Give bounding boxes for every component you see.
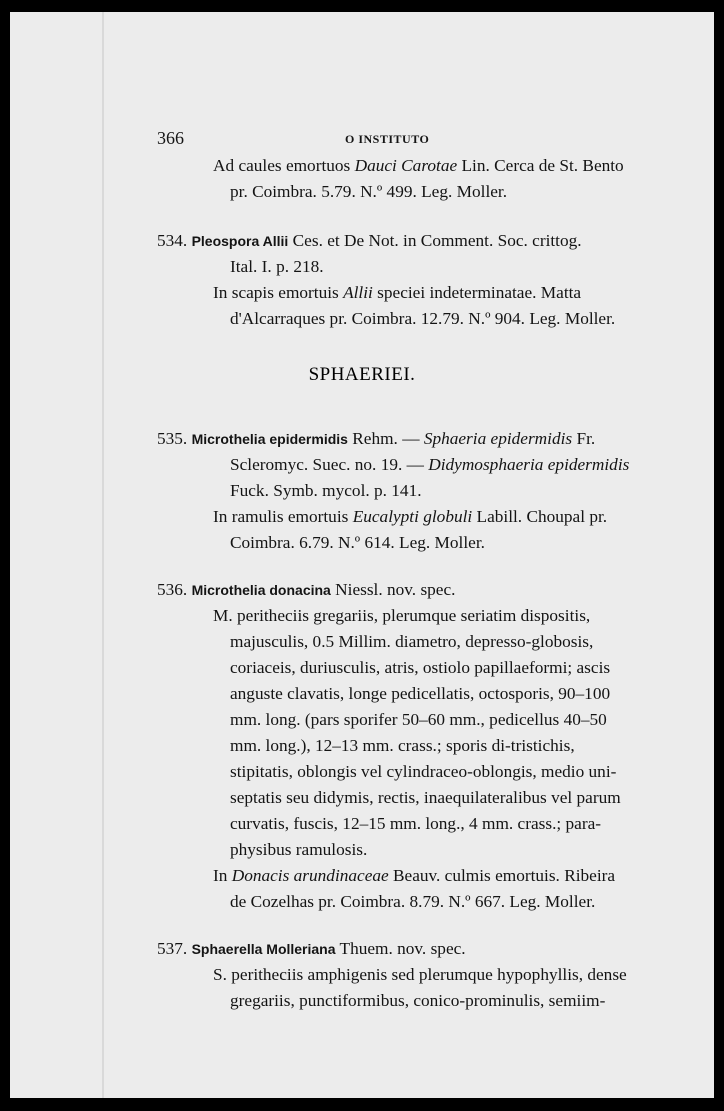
text-line: Ad caules emortuos Dauci Carotae Lin. Cerca de St. Bento bbox=[213, 156, 624, 175]
text-line: Fuck. Symb. mycol. p. 141. bbox=[230, 481, 422, 500]
text-line: coriaceis, duriusculis, atris, ostiolo papillaeformi; ascis bbox=[230, 658, 611, 677]
text-line: mm. long.), 12–13 mm. crass.; sporis di-tristichis, bbox=[230, 736, 575, 755]
page-number: 366 bbox=[157, 128, 184, 148]
text-line: In scapis emortuis Allii speciei indeterminatae. Matta bbox=[213, 283, 582, 302]
text-line: anguste clavatis, longe pedicellatis, octosporis, 90–100 bbox=[230, 684, 611, 703]
page-fold-shadow bbox=[102, 12, 104, 1098]
text-line: S. peritheciis amphigenis sed plerumque hypophyllis, dense bbox=[213, 965, 627, 984]
text-line: In ramulis emortuis Eucalypti globuli Labill. Choupal pr. bbox=[213, 507, 608, 526]
section-title: SPHAERIEI. bbox=[308, 364, 416, 385]
text-line: Coimbra. 6.79. N.º 614. Leg. Moller. bbox=[230, 533, 485, 552]
text-line: M. peritheciis gregariis, plerumque seriatim dispositis, bbox=[213, 606, 591, 625]
species-name: Pleospora Allii bbox=[191, 233, 289, 249]
entry-534: 534. Pleospora Allii Ces. et De Not. in Comment. Soc. crittog. bbox=[157, 231, 582, 250]
text-line: In Donacis arundinaceae Beauv. culmis emortuis. Ribeira bbox=[213, 866, 616, 885]
text-line: Scleromyc. Suec. no. 19. — Didymosphaeria epidermidis bbox=[230, 455, 630, 474]
text-line: gregariis, punctiformibus, conico-prominulis, semiim- bbox=[230, 991, 606, 1010]
text-line: d'Alcarraques pr. Coimbra. 12.79. N.º 904. Leg. Moller. bbox=[230, 309, 616, 328]
text-line: Ital. I. p. 218. bbox=[230, 257, 324, 276]
text-line: pr. Coimbra. 5.79. N.º 499. Leg. Moller. bbox=[230, 182, 508, 201]
species-name: Microthelia epidermidis bbox=[191, 431, 348, 447]
text-line: de Cozelhas pr. Coimbra. 8.79. N.º 667. Leg. Moller. bbox=[230, 892, 596, 911]
entry-536: 536. Microthelia donacina Niessl. nov. spec. bbox=[157, 580, 456, 599]
text-line: majusculis, 0.5 Millim. diametro, depresso-globosis, bbox=[230, 632, 594, 651]
entry-535: 535. Microthelia epidermidis Rehm. — Sphaeria epidermidis Fr. bbox=[157, 429, 596, 448]
entry-537: 537. Sphaerella Molleriana Thuem. nov. spec. bbox=[157, 939, 466, 958]
text-line: septatis seu didymis, rectis, inaequilateralibus vel parum bbox=[230, 788, 621, 807]
species-name: Microthelia donacina bbox=[191, 582, 331, 598]
running-title: O INSTITUTO bbox=[345, 132, 430, 146]
text-line: stipitatis, oblongis vel cylindraceo-oblongis, medio uni- bbox=[230, 762, 617, 781]
text-line: physibus ramulosis. bbox=[230, 840, 368, 859]
species-name: Sphaerella Molleriana bbox=[191, 941, 336, 957]
text-line: mm. long. (pars sporifer 50–60 mm., pedicellus 40–50 bbox=[230, 710, 607, 729]
text-line: curvatis, fuscis, 12–15 mm. long., 4 mm. crass.; para- bbox=[230, 814, 601, 833]
book-page bbox=[10, 12, 714, 1098]
